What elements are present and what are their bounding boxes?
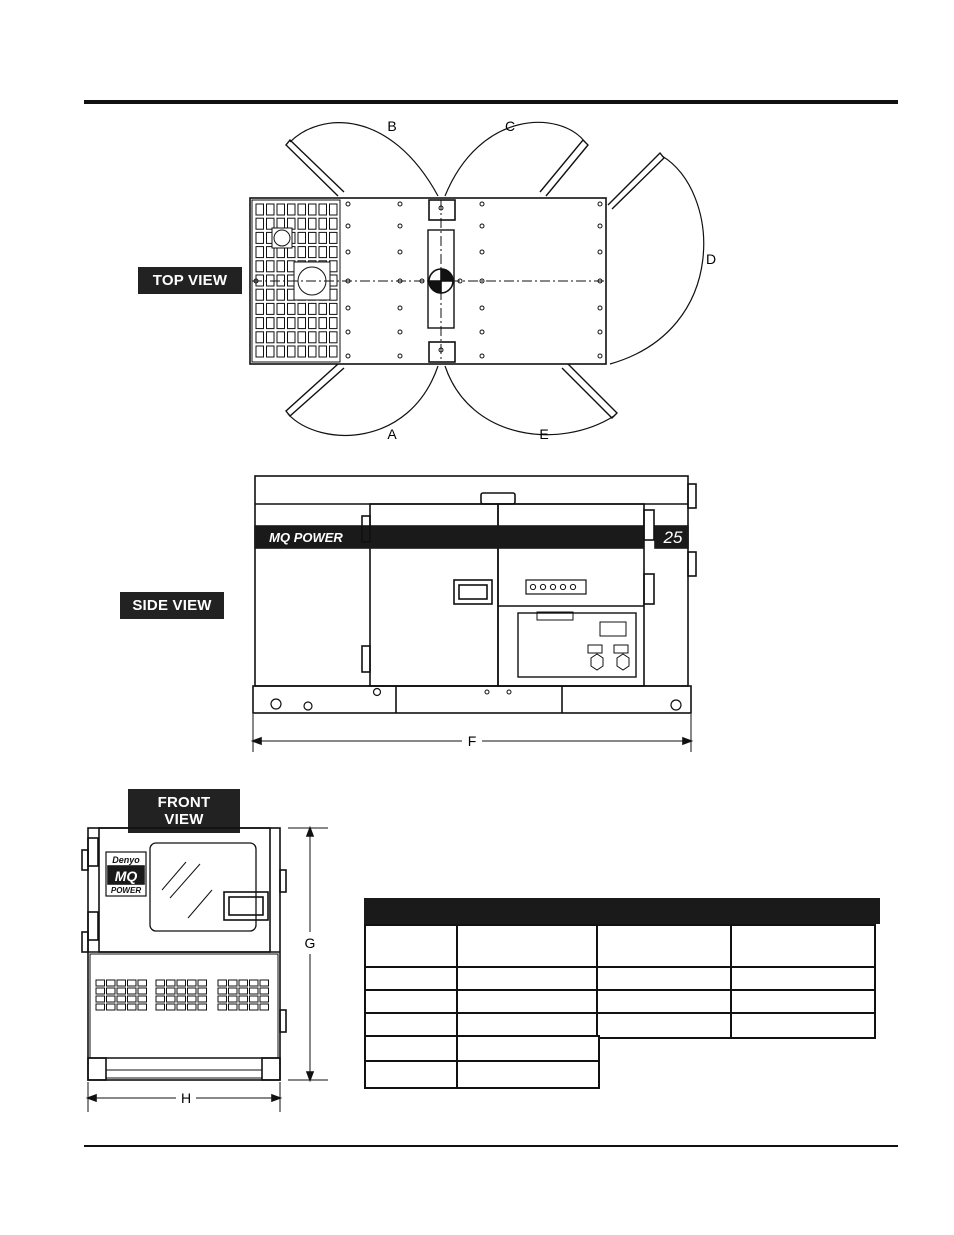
- table-cell: [364, 1060, 460, 1089]
- indicator-dot: [560, 584, 565, 589]
- grille-slot: [256, 247, 264, 258]
- front-power-logo: POWER: [110, 886, 142, 895]
- dimension-marker-g: G: [304, 935, 316, 951]
- grille-slot: [277, 318, 285, 329]
- vent-slot: [218, 1004, 227, 1010]
- grille-slot: [256, 346, 264, 357]
- grille-slot: [298, 332, 306, 343]
- vent-slot: [218, 980, 227, 986]
- dimension-table-body: [364, 924, 880, 1097]
- grille-slot: [330, 261, 338, 272]
- grille-slot: [309, 232, 317, 243]
- vent-slot: [239, 988, 248, 994]
- bolt-dot: [480, 202, 484, 206]
- grille-slot: [330, 232, 338, 243]
- grille-slot: [330, 303, 338, 314]
- dimension-marker-h: H: [180, 1090, 192, 1106]
- grille-slot: [288, 204, 296, 215]
- grille-slot: [288, 303, 296, 314]
- door-marker-b: B: [387, 118, 397, 134]
- table-cell: [364, 924, 460, 970]
- bolt-dot: [346, 354, 350, 358]
- vent-slot: [250, 988, 259, 994]
- grille-slot: [277, 346, 285, 357]
- vent-slot: [96, 988, 105, 994]
- bolt-dot: [598, 250, 602, 254]
- indicator-dot: [570, 584, 575, 589]
- vent-slot: [96, 1004, 105, 1010]
- bolt-dot: [398, 306, 402, 310]
- vent-slot: [239, 980, 248, 986]
- bolt-dot: [598, 202, 602, 206]
- vent-slot: [128, 988, 137, 994]
- grille-slot: [309, 346, 317, 357]
- bottom-rule: [84, 1145, 898, 1147]
- vent-slot: [229, 988, 238, 994]
- grille-slot: [330, 289, 338, 300]
- grille-slot: [298, 247, 306, 258]
- front-mq-logo: MQ: [114, 868, 138, 884]
- vent-slot: [138, 996, 147, 1002]
- vent-slot: [218, 996, 227, 1002]
- grille-slot: [267, 289, 275, 300]
- front-maker-logo: Denyo: [112, 855, 140, 865]
- table-cell: [456, 1060, 600, 1089]
- bolt-dot: [346, 202, 350, 206]
- grille-slot: [298, 346, 306, 357]
- vent-slot: [229, 980, 238, 986]
- vent-slot: [96, 980, 105, 986]
- vent-slot: [96, 996, 105, 1002]
- bolt-dot: [398, 202, 402, 206]
- vent-slot: [128, 996, 137, 1002]
- grille-slot: [319, 247, 327, 258]
- vent-slot: [188, 1004, 197, 1010]
- vent-slot: [177, 988, 186, 994]
- bolt-dot: [398, 224, 402, 228]
- door-marker-e: E: [539, 426, 549, 442]
- vent-slot: [260, 980, 269, 986]
- grille-slot: [309, 332, 317, 343]
- side-model-number: 25: [663, 528, 683, 547]
- vent-slot: [167, 1004, 176, 1010]
- vent-slot: [218, 988, 227, 994]
- vent-slot: [188, 996, 197, 1002]
- grille-slot: [330, 332, 338, 343]
- vent-slot: [156, 980, 165, 986]
- front-view-label: FRONT VIEW: [128, 789, 240, 833]
- grille-slot: [319, 346, 327, 357]
- vent-slot: [167, 980, 176, 986]
- grille-slot: [256, 318, 264, 329]
- grille-slot: [267, 318, 275, 329]
- grille-slot: [298, 303, 306, 314]
- grille-slot: [319, 232, 327, 243]
- bolt-dot: [398, 250, 402, 254]
- vent-slot: [156, 988, 165, 994]
- grille-slot: [288, 318, 296, 329]
- grille-slot: [309, 303, 317, 314]
- bolt-dot: [480, 250, 484, 254]
- grille-slot: [267, 261, 275, 272]
- grille-slot: [319, 218, 327, 229]
- vent-slot: [167, 988, 176, 994]
- vent-slot: [138, 980, 147, 986]
- vent-slot: [177, 1004, 186, 1010]
- bolt-dot: [598, 224, 602, 228]
- vent-slot: [138, 988, 147, 994]
- vent-slot: [198, 1004, 207, 1010]
- vent-slot: [107, 996, 116, 1002]
- door-marker-d: D: [705, 251, 717, 267]
- grille-slot: [256, 218, 264, 229]
- bolt-dot: [346, 330, 350, 334]
- vent-slot: [239, 1004, 248, 1010]
- vent-slot: [188, 988, 197, 994]
- vent-slot: [128, 1004, 137, 1010]
- grille-slot: [319, 303, 327, 314]
- bolt-dot: [398, 354, 402, 358]
- door-marker-c: C: [504, 118, 516, 134]
- vent-slot: [260, 1004, 269, 1010]
- vent-slot: [250, 1004, 259, 1010]
- vent-slot: [128, 980, 137, 986]
- bolt-dot: [398, 330, 402, 334]
- bolt-dot: [346, 250, 350, 254]
- grille-slot: [267, 204, 275, 215]
- vent-slot: [188, 980, 197, 986]
- grille-slot: [277, 303, 285, 314]
- grille-slot: [256, 303, 264, 314]
- vent-slot: [260, 988, 269, 994]
- grille-slot: [319, 318, 327, 329]
- grille-slot: [330, 218, 338, 229]
- door-marker-a: A: [387, 426, 397, 442]
- vent-slot: [250, 996, 259, 1002]
- table-cell: [596, 1012, 734, 1039]
- grille-slot: [298, 218, 306, 229]
- vent-slot: [117, 980, 126, 986]
- vent-slot: [229, 996, 238, 1002]
- vent-slot: [156, 996, 165, 1002]
- grille-slot: [319, 204, 327, 215]
- grille-slot: [256, 204, 264, 215]
- grille-slot: [330, 346, 338, 357]
- vent-slot: [167, 996, 176, 1002]
- grille-slot: [267, 303, 275, 314]
- grille-slot: [298, 232, 306, 243]
- grille-slot: [330, 318, 338, 329]
- grille-slot: [267, 346, 275, 357]
- grille-slot: [256, 232, 264, 243]
- vent-slot: [198, 988, 207, 994]
- grille-slot: [288, 332, 296, 343]
- indicator-dot: [550, 584, 555, 589]
- table-cell: [730, 924, 876, 970]
- side-view-label: SIDE VIEW: [120, 592, 224, 619]
- grille-slot: [267, 332, 275, 343]
- side-logo: MQ POWER: [269, 530, 343, 545]
- table-cell: [596, 924, 734, 970]
- vent-slot: [239, 996, 248, 1002]
- top-view-drawing: [250, 122, 704, 435]
- grille-slot: [309, 218, 317, 229]
- side-view-drawing: [253, 476, 696, 752]
- bolt-dot: [598, 330, 602, 334]
- bolt-dot: [346, 224, 350, 228]
- top-view-label: TOP VIEW: [138, 267, 242, 294]
- grille-slot: [298, 318, 306, 329]
- grille-slot: [256, 261, 264, 272]
- vent-slot: [198, 996, 207, 1002]
- grille-slot: [277, 204, 285, 215]
- bolt-dot: [480, 224, 484, 228]
- grille-slot: [277, 289, 285, 300]
- dimension-table: [364, 898, 880, 1097]
- bolt-dot: [480, 306, 484, 310]
- bolt-dot: [480, 330, 484, 334]
- grille-slot: [319, 332, 327, 343]
- vent-slot: [177, 980, 186, 986]
- vent-slot: [107, 980, 116, 986]
- grille-slot: [330, 247, 338, 258]
- grille-slot: [309, 318, 317, 329]
- vent-slot: [107, 988, 116, 994]
- vent-slot: [117, 988, 126, 994]
- grille-slot: [277, 261, 285, 272]
- bolt-dot: [480, 354, 484, 358]
- vent-slot: [260, 996, 269, 1002]
- grille-slot: [309, 204, 317, 215]
- grille-slot: [256, 332, 264, 343]
- vent-slot: [229, 1004, 238, 1010]
- bolt-dot: [598, 306, 602, 310]
- vent-slot: [156, 1004, 165, 1010]
- grille-slot: [277, 332, 285, 343]
- indicator-dot: [530, 584, 535, 589]
- vent-slot: [117, 996, 126, 1002]
- vent-slot: [117, 1004, 126, 1010]
- indicator-dot: [540, 584, 545, 589]
- dimension-table-header: [364, 898, 880, 924]
- vent-slot: [177, 996, 186, 1002]
- grille-slot: [298, 204, 306, 215]
- bolt-dot: [346, 306, 350, 310]
- grille-slot: [330, 204, 338, 215]
- vent-slot: [107, 1004, 116, 1010]
- vent-slot: [138, 1004, 147, 1010]
- grille-slot: [256, 289, 264, 300]
- dimension-marker-f: F: [467, 733, 477, 749]
- grille-slot: [288, 346, 296, 357]
- vent-slot: [198, 980, 207, 986]
- bolt-dot: [598, 354, 602, 358]
- table-cell: [730, 1012, 876, 1039]
- table-cell: [456, 924, 600, 970]
- vent-slot: [250, 980, 259, 986]
- grille-slot: [309, 247, 317, 258]
